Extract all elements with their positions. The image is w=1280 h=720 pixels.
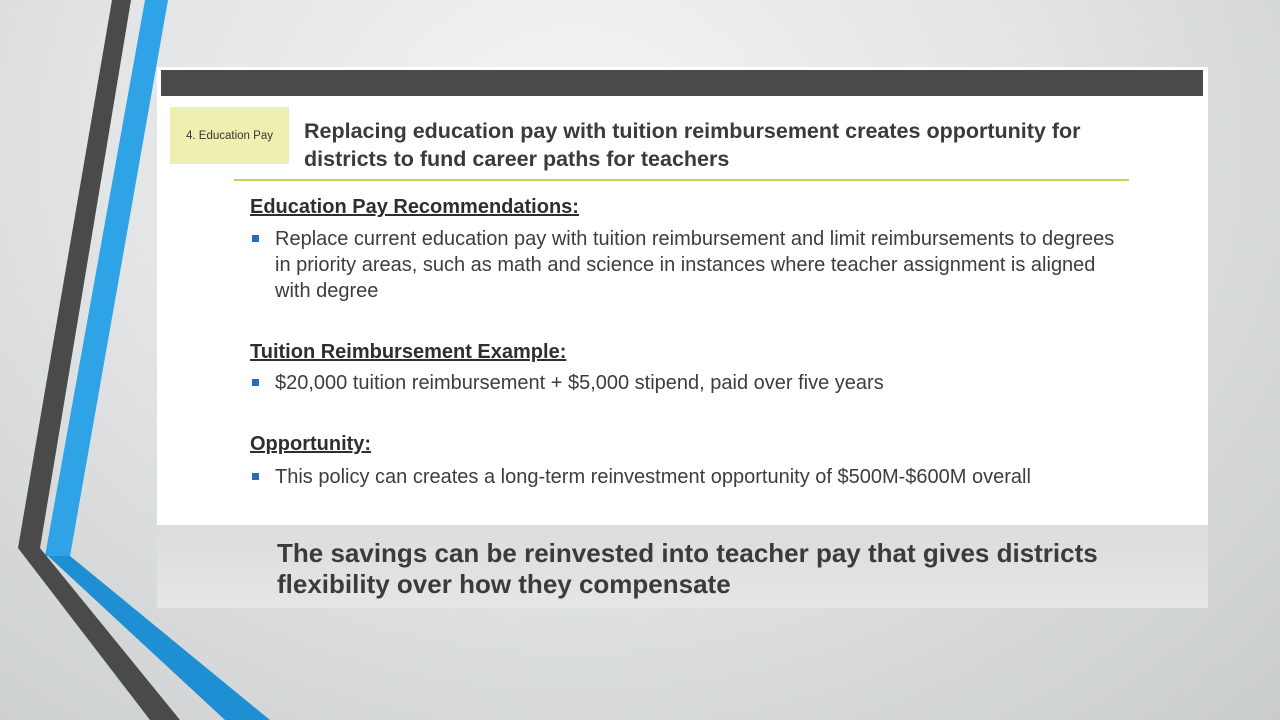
bullet-marker — [252, 235, 259, 242]
bullet-text: $20,000 tuition reimbursement + $5,000 stipend, paid over five years — [275, 372, 884, 394]
heading-opportunity: Opportunity: — [250, 433, 372, 455]
bullet-text: Replace current education pay with tuition reimbursement and limit reimbursements to degrees in priority areas, such as math and science in instances where teacher assignment is aligned with degree — [275, 228, 1115, 302]
slide-title: Replacing education pay with tuition reimbursement creates opportunity for districts to fund career paths for teachers — [304, 119, 1081, 171]
bullet-tuition-example — [252, 370, 1122, 396]
heading-tuition-example: Tuition Reimbursement Example: — [250, 341, 567, 363]
callout-text: The savings can be reinvested into teacher pay that gives districts flexibility over how they compensate — [277, 538, 1098, 599]
bullet-opportunity — [252, 464, 1092, 490]
header-bar — [161, 70, 1203, 96]
bullet-marker — [252, 379, 259, 386]
title-underline — [234, 179, 1129, 181]
bullet-education-pay — [252, 226, 1122, 304]
bullet-marker — [252, 473, 259, 480]
bullet-text: This policy can creates a long-term reinvestment opportunity of $500M-$600M overall — [275, 466, 1031, 488]
section-tag-label: 4. Education Pay — [186, 129, 273, 142]
callout-banner — [157, 525, 1208, 608]
slide-image — [157, 67, 1208, 608]
heading-education-pay: Education Pay Recommendations: — [250, 196, 579, 218]
section-tag — [170, 107, 289, 164]
